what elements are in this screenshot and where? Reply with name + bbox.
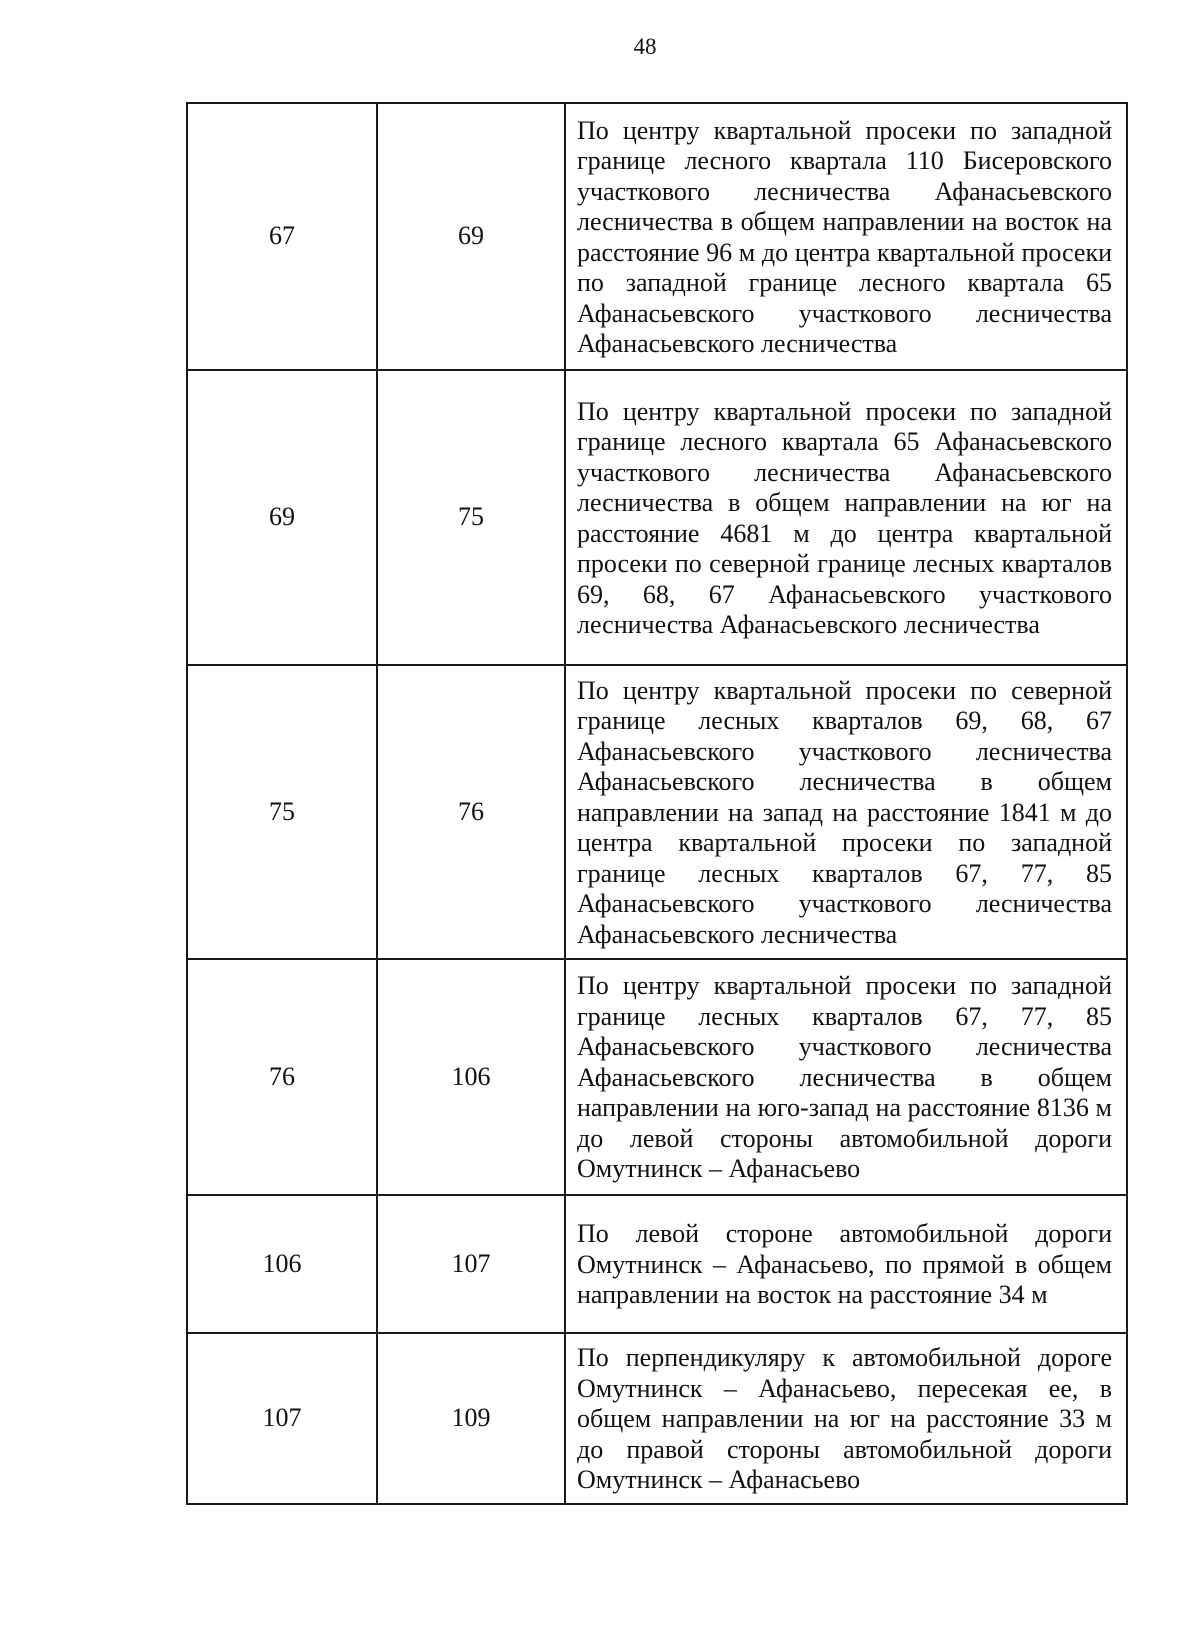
boundary-description-cell: По перпендикуляру к автомобильной дороге Омутнинск – Афанасьево, пересекая ее, в общем направлении на юг на расстояние 33 м до правой стороны автомобильной дороги Омутнинск – Афанасьево: [565, 1333, 1127, 1504]
from-point-cell: 67: [187, 103, 377, 370]
table-row: [187, 959, 1127, 1195]
boundary-description-cell: По центру квартальной просеки по западной границе лесного квартала 65 Афанасьевского участкового лесничества Афанасьевского лесничества в общем направлении на юг на расстояние 4681 м до центра квартальной просеки по северной границе лесных кварталов 69, 68, 67 Афанасьевского участкового лесничества Афанасьевского лесничества: [565, 370, 1127, 665]
boundary-description-cell: По центру квартальной просеки по северной границе лесных кварталов 69, 68, 67 Афанасьевского участкового лесничества Афанасьевского лесничества в общем направлении на запад на расстояние 1841 м до центра квартальной просеки по западной границе лесных кварталов 67, 77, 85 Афанасьевского участкового лесничества Афанасьевского лесничества: [565, 665, 1127, 959]
from-point-cell: 107: [187, 1333, 377, 1504]
table-row: [187, 103, 1127, 370]
table-row: [187, 370, 1127, 665]
boundary-description-cell: По левой стороне автомобильной дороги Омутнинск – Афанасьево, по прямой в общем направлении на восток на расстояние 34 м: [565, 1195, 1127, 1333]
from-point-cell: 69: [187, 370, 377, 665]
from-point-cell: 75: [187, 665, 377, 959]
page-number: 48: [633, 34, 657, 59]
table-row: [187, 665, 1127, 959]
to-point-cell: 107: [377, 1195, 565, 1333]
from-point-cell: 106: [187, 1195, 377, 1333]
boundary-description-cell: По центру квартальной просеки по западной границе лесного квартала 110 Бисеровского участкового лесничества Афанасьевского лесничества в общем направлении на восток на расстояние 96 м до центра квартальной просеки по западной границе лесного квартала 65 Афанасьевского участкового лесничества Афанасьевского лесничества: [565, 103, 1127, 370]
boundary-description-cell: По центру квартальной просеки по западной границе лесных кварталов 67, 77, 85 Афанасьевского участкового лесничества Афанасьевского лесничества в общем направлении на юго-запад на расстояние 8136 м до левой стороны автомобильной дороги Омутнинск – Афанасьево: [565, 959, 1127, 1195]
to-point-cell: 75: [377, 370, 565, 665]
boundary-description-table: [186, 102, 1128, 1505]
to-point-cell: 109: [377, 1333, 565, 1504]
table-row: [187, 1195, 1127, 1333]
to-point-cell: 76: [377, 665, 565, 959]
to-point-cell: 106: [377, 959, 565, 1195]
from-point-cell: 76: [187, 959, 377, 1195]
table-row: [187, 1333, 1127, 1504]
to-point-cell: 69: [377, 103, 565, 370]
